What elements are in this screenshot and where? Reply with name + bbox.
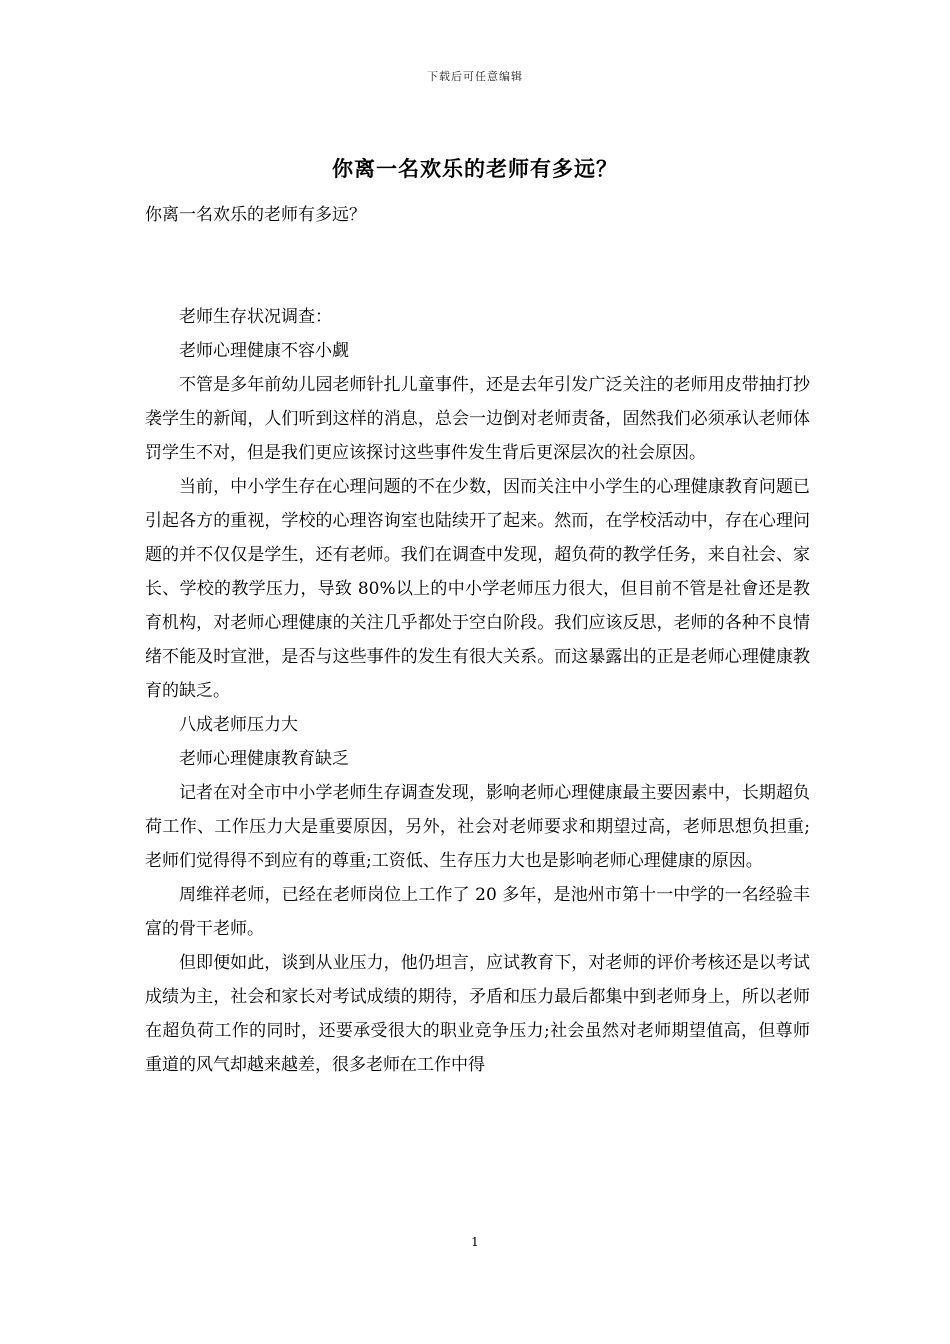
- document-title: 你离一名欢乐的老师有多远？: [332, 156, 618, 181]
- page-number: 1: [471, 1235, 479, 1249]
- body-paragraph: 周维祥老师，已经在老师岗位上工作了 20 多年，是池州市第十一中学的一名经验丰富的骨干老师。: [145, 885, 810, 939]
- header-note: 下载后可任意编辑: [427, 70, 523, 83]
- body-paragraph: 但即便如此，谈到从业压力，他仍坦言，应试教育下，对老师的评价考核还是以考试成绩为主，社会和家长对考试成绩的期待，矛盾和压力最后都集中到老师身上，所以老师在超负荷工作的同时，还要承受很大的职业竞争压力;社会虽然对老师期望值高，但尊师重道的风气却越来越差，很多老师在工作中得: [145, 953, 810, 1075]
- blank-line: [145, 266, 810, 300]
- section-heading: 八成老师压力大: [179, 715, 298, 735]
- body-paragraph: 当前，中小学生存在心理问题的不在少数，因而关注中小学生的心理健康教育问题已引起各方的重视，学校的心理咨询室也陆续开了起来。然而，在学校活动中，存在心理问题的并不仅仅是学生，还有老师。我们在调查中发现，超负荷的教学任务，来自社会、家长、学校的教学压力，导致 80%以上的中小学老师压力很大，但目前不管是社會还是教育机构，对老师心理健康的关注几乎都处于空白阶段。我们应该反思，老师的各种不良情绪不能及时宣泄，是否与这些事件的发生有很大关系。而这暴露出的正是老师心理健康教育的缺乏。: [145, 477, 810, 701]
- document-body: [145, 198, 810, 1082]
- section-heading: 老师心理健康教育缺乏: [179, 749, 349, 769]
- section-heading: 老师生存状况调查：: [179, 307, 332, 327]
- section-heading: 老师心理健康不容小觑: [179, 341, 349, 361]
- body-paragraph: 记者在对全市中小学老师生存调查发现，影响老师心理健康最主要因素中，长期超负荷工作、工作压力大是重要原因，另外，社会对老师要求和期望过高，老师思想负担重;老师们觉得得不到应有的尊重;工资低、生存压力大也是影响老师心理健康的原因。: [145, 783, 810, 871]
- document-subtitle: 你离一名欢乐的老师有多远？: [145, 205, 366, 225]
- body-paragraph: 不管是多年前幼儿园老师针扎儿童事件，还是去年引发广泛关注的老师用皮带抽打抄袭学生的新闻，人们听到这样的消息，总会一边倒对老师责备，固然我们必须承认老师体罚学生不对，但是我们更应该探讨这些事件发生背后更深层次的社会原因。: [145, 375, 810, 463]
